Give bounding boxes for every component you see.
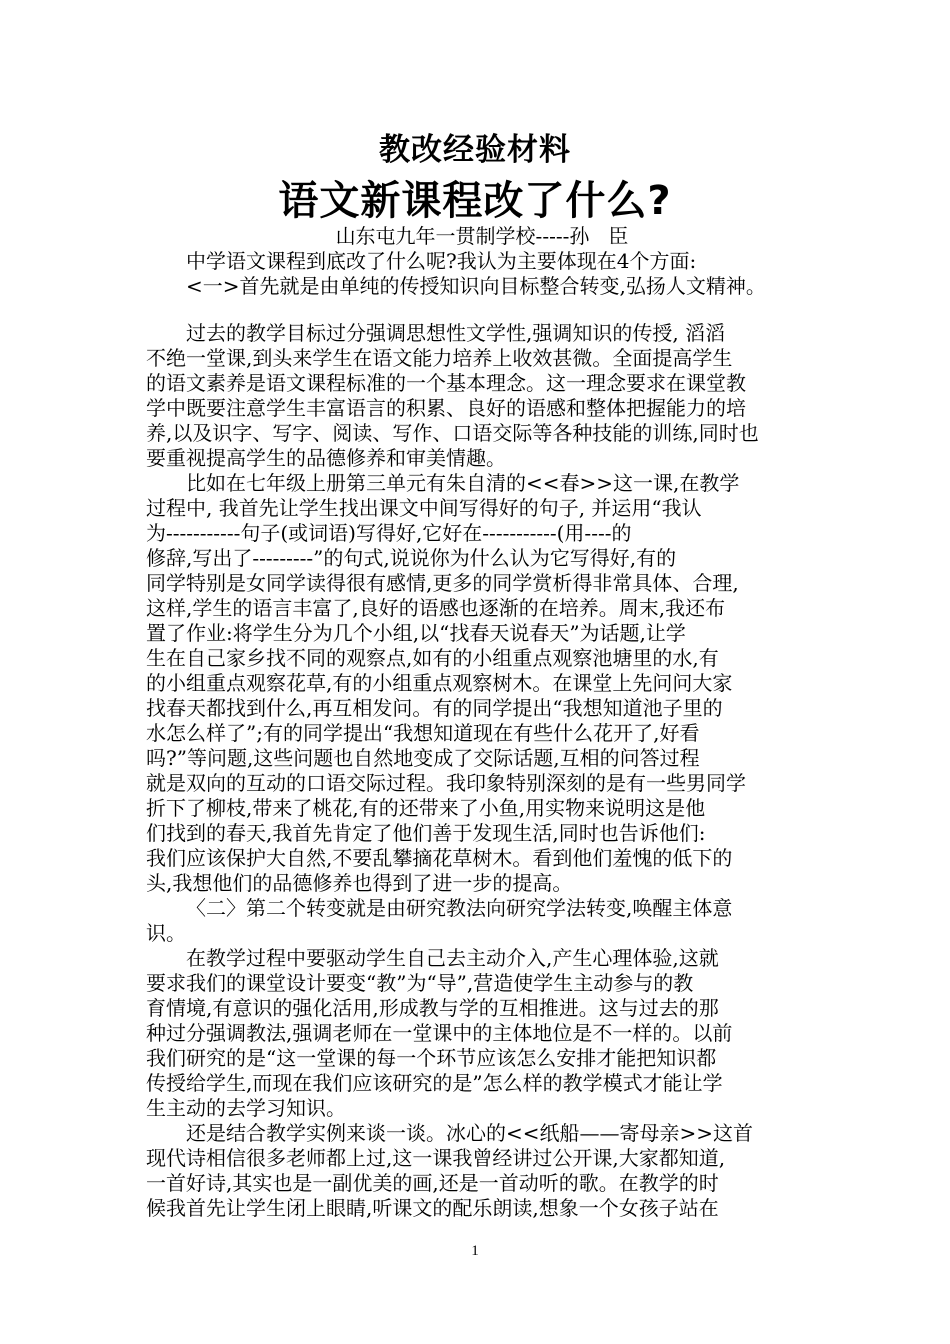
text-line: 的小组重点观察花草,有的小组重点观察树木。在课堂上先问问大家 [146,671,733,695]
section-heading-1: <一>首先就是由单纯的传授知识向目标整合转变,弘扬人文精神。 [186,274,766,298]
document-heading-top: 教改经验材料 [379,132,571,168]
text-line: 吗?”等问题,这些问题也自然地变成了交际话题,互相的问答过程 [146,746,700,770]
section-heading-2 [146,896,818,946]
text-line: 候我首先让学生闭上眼睛,听课文的配乐朗读,想象一个女孩子站在 [146,1196,719,1220]
text-line: 养,以及识字、写字、阅读、写作、口语交际等各种技能的训练,同时也 [146,421,759,445]
text-line: 生在自己家乡找不同的观察点,如有的小组重点观察池塘里的水,有 [146,646,719,670]
text-line: 比如在七年级上册第三单元有朱自清的<<春>>这一课,在教学 [186,471,740,495]
text-line: 我们应该保护大自然,不要乱攀摘花草树木。看到他们羞愧的低下的 [146,846,733,870]
text-line: 学中既要注意学生丰富语言的积累、良好的语感和整体把握能力的培 [146,396,746,420]
page-number: 1 [471,1243,479,1259]
text-line: 就是双向的互动的口语交际过程。我印象特别深刻的是有一些男同学 [146,771,746,795]
document-body [146,224,818,1221]
text-line: 要重视提高学生的品德修养和审美情趣。 [146,446,506,470]
text-line: 置了作业:将学生分为几个小组,以“找春天说春天”为话题,让学 [146,621,686,645]
text-line: 〈二〉第二个转变就是由研究教法向研究学法转变,唤醒主体意 [186,896,733,920]
text-line: 折下了柳枝,带来了桃花,有的还带来了小鱼,用实物来说明这是他 [146,796,706,820]
text-line: 头,我想他们的品德修养也得到了进一步的提高。 [146,871,573,895]
text-line: 一首好诗,其实也是一副优美的画,还是一首动听的歌。在教学的时 [146,1171,719,1195]
text-line: 不绝一堂课,到头来学生在语文能力培养上收效甚微。全面提高学生 [146,346,733,370]
text-line: 过去的教学目标过分强调思想性文学性,强调知识的传授, 滔滔 [186,321,726,345]
text-line: 找春天都找到什么,再互相发问。有的同学提出“我想知道池子里的 [146,696,723,720]
paragraph-4 [146,1121,818,1221]
text-line: 育情境,有意识的强化活用,形成教与学的互相推进。这与过去的那 [146,996,719,1020]
text-line: 这样,学生的语言丰富了,良好的语感也逐渐的在培养。周末,我还布 [146,596,726,620]
text-line: 我们研究的是“这一堂课的每一个环节应该怎么安排才能把知识都 [146,1046,717,1070]
text-line: 识。 [146,921,186,945]
text-line: 现代诗相信很多老师都上过,这一课我曾经讲过公开课,大家都知道, [146,1146,726,1170]
text-line: 修辞,写出了---------”的句式,说说你为什么认为它写得好,有的 [146,546,677,570]
text-line: 同学特别是女同学读得很有感情,更多的同学赏析得非常具体、合理, [146,571,739,595]
text-line: 种过分强调教法,强调老师在一堂课中的主体地位是不一样的。以前 [146,1021,733,1045]
text-line: 水怎么样了”;有的同学提出“我想知道现在有些什么花开了,好看 [146,721,700,745]
paragraph-3 [146,946,818,1121]
text-line: 的语文素养是语文课程标准的一个基本理念。这一理念要求在课堂教 [146,371,746,395]
text-line: 要求我们的课堂设计要变“教”为“导”,营造使学生主动参与的教 [146,971,694,995]
text-line: 为-----------句子(或词语)写得好,它好在-----------(用----的 [146,521,632,545]
paragraph-1 [146,321,818,471]
text-line: 在教学过程中要驱动学生自己去主动介入,产生心理体验,这就 [186,946,719,970]
text-line: 生主动的去学习知识。 [146,1096,346,1120]
text-line: 传授给学生,而现在我们应该研究的是”怎么样的教学模式才能让学 [146,1071,723,1095]
paragraph-2 [146,471,818,896]
text-line: 还是结合教学实例来谈一谈。冰心的<<纸船——寄母亲>>这首 [186,1121,754,1145]
intro-line: 中学语文课程到底改了什么呢?我认为主要体现在4个方面: [186,249,697,273]
text-line: 们找到的春天,我首先肯定了他们善于发现生活,同时也告诉他们: [146,821,706,845]
byline: 山东屯九年一贯制学校-----孙 臣 [335,224,629,248]
document-title: 语文新课程改了什么? [278,178,672,224]
text-line: 过程中, 我首先让学生找出课文中间写得好的句子, 并运用“我认 [146,496,702,520]
